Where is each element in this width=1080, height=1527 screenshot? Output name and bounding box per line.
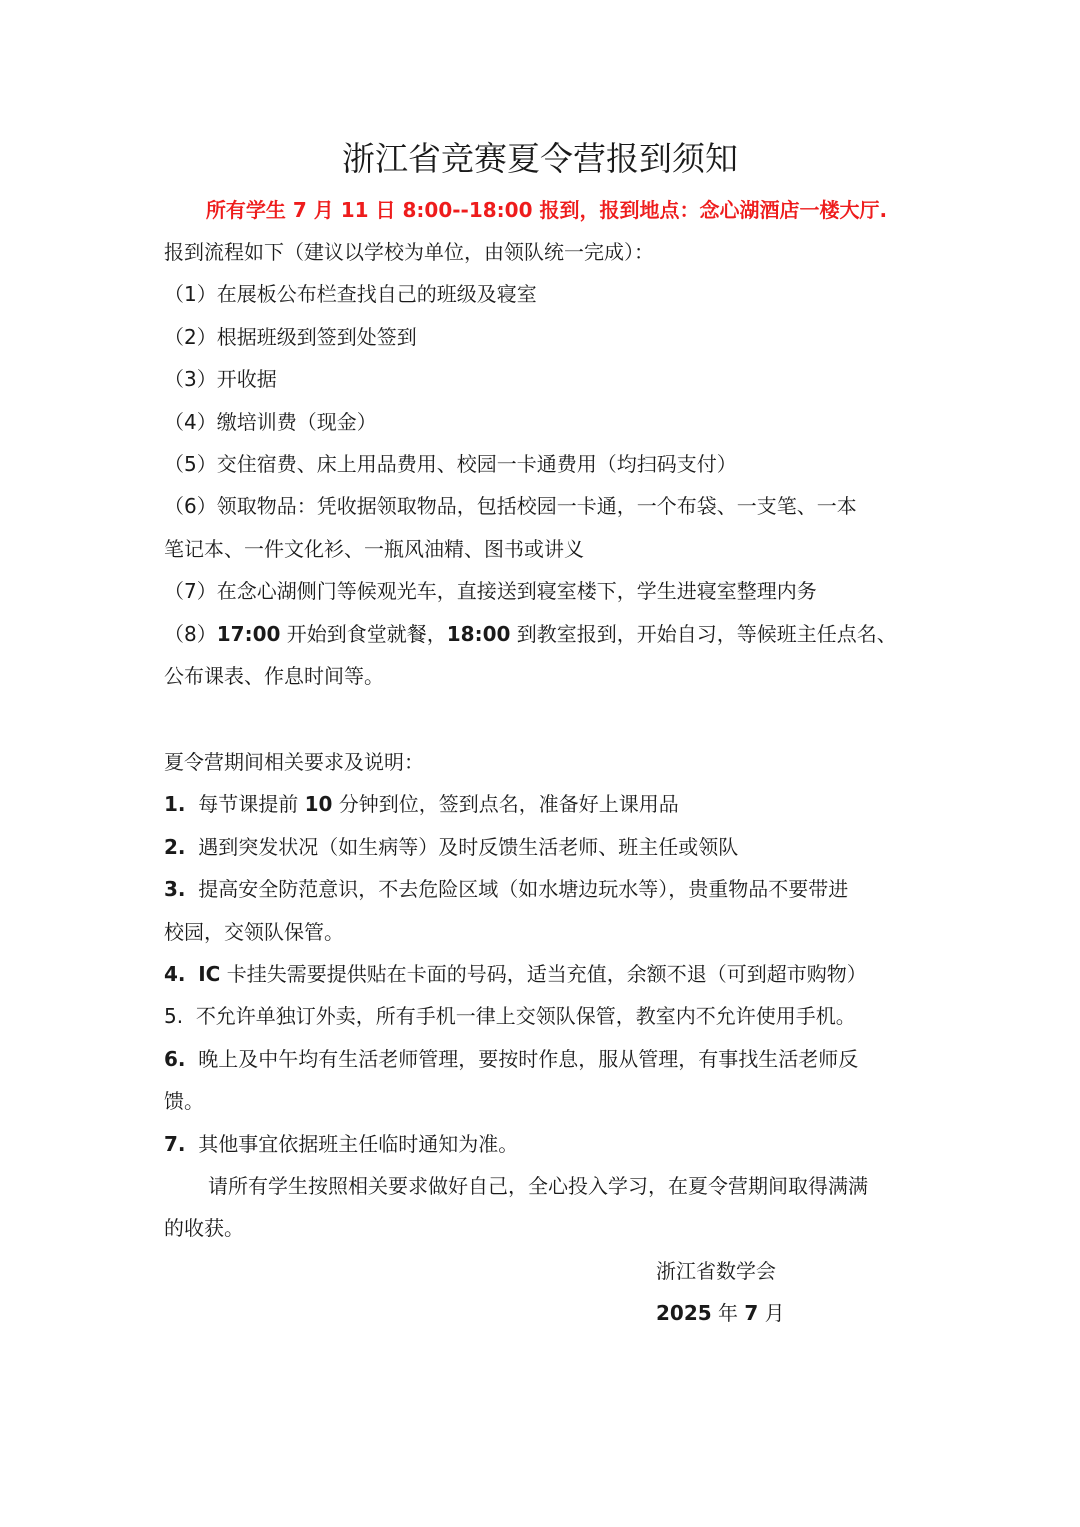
- step-number: （4）: [164, 409, 217, 434]
- item-number: 7.: [164, 1131, 186, 1156]
- process-step: [164, 273, 924, 315]
- step-text: 到教室报到，开始自习，等候班主任点名、: [510, 621, 897, 646]
- step-number: （8）: [164, 621, 217, 646]
- requirement-item: 3. 提高安全防范意识，不去危险区域（如水塘边玩水等），贵重物品不要带进: [164, 877, 849, 902]
- item-number: 5.: [164, 1004, 184, 1029]
- requirement-item: 4. IC 卡挂失需要提供贴在卡面的号码，适当充值，余额不退（可到超市购物）: [164, 962, 867, 987]
- item-number: 1.: [164, 792, 186, 817]
- step-number: （2）: [164, 324, 217, 349]
- item-number: 6.: [164, 1046, 186, 1071]
- step-text: 根据班级到签到处签到: [216, 324, 417, 349]
- process-step-continuation: 笔记本、一件文化衫、一瓶风油精、图书或讲义: [164, 536, 584, 561]
- signature-block: [656, 1250, 785, 1335]
- process-step: [164, 316, 924, 358]
- process-step: [164, 613, 924, 655]
- requirements-heading: 夏令营期间相关要求及说明：: [164, 750, 424, 774]
- step-text: 领取物品：凭收据领取物品，包括校园一卡通，一个布袋、一支笔、一本: [216, 494, 857, 519]
- closing-paragraph: 请所有学生按照相关要求做好自己，全心投入学习，在夏令营期间取得满满: [208, 1174, 868, 1199]
- step-number: （5）: [164, 452, 217, 477]
- requirement-item: 2. 遇到突发状况（如生病等）及时反馈生活老师、班主任或领队: [164, 834, 739, 859]
- step-number: （7）: [164, 579, 217, 604]
- signature-org: 浙江省数学会: [656, 1259, 776, 1283]
- registration-notice: 所有学生 7 月 11 日 8:00--18:00 报到，报到地点：念心湖酒店一楼大厅.: [205, 198, 888, 222]
- step-text: 开始到食堂就餐，: [280, 621, 447, 646]
- process-step: [164, 401, 924, 443]
- step-number: （1）: [164, 282, 217, 307]
- step-number: （3）: [164, 367, 217, 392]
- item-number: 3.: [164, 877, 186, 902]
- process-step-continuation: 公布课表、作息时间等。: [164, 664, 384, 689]
- item-number: 2.: [164, 834, 186, 859]
- requirement-item: 7. 其他事宜依据班主任临时通知为准。: [164, 1131, 519, 1156]
- item-number: 4.: [164, 962, 186, 987]
- registration-process: [164, 231, 924, 697]
- process-step: [164, 358, 924, 400]
- step-text: 在念心湖侧门等候观光车，直接送到寝室楼下，学生进寝室整理内务: [216, 579, 817, 604]
- step-number: （6）: [164, 494, 217, 519]
- step-text: 缴培训费（现金）: [216, 409, 377, 434]
- requirement-continuation: 馈。: [164, 1089, 204, 1114]
- camp-requirements: [164, 741, 924, 1250]
- requirement-item: 1. 每节课提前 10 分钟到位，签到点名，准备好上课用品: [164, 792, 679, 817]
- process-step: [164, 570, 924, 612]
- step-text: 在展板公布栏查找自己的班级及寝室: [216, 282, 537, 307]
- requirement-continuation: 校园，交领队保管。: [164, 919, 344, 944]
- requirement-item: 5. 不允许单独订外卖，所有手机一律上交领队保管，教室内不允许使用手机。: [164, 1004, 856, 1029]
- closing-continuation: 的收获。: [164, 1216, 244, 1241]
- process-intro: 报到流程如下（建议以学校为单位，由领队统一完成）：: [164, 240, 654, 264]
- signature-date: 2025 年 7 月: [656, 1301, 785, 1326]
- process-step: [164, 485, 924, 527]
- process-step: [164, 443, 924, 485]
- requirement-item: 6. 晚上及中午均有生活老师管理，要按时作息，服从管理，有事找生活老师反: [164, 1046, 859, 1071]
- step-text: 交住宿费、床上用品费用、校园一卡通费用（均扫码支付）: [216, 452, 737, 477]
- step-text: 开收据: [216, 367, 277, 392]
- document-title: 浙江省竞赛夏令营报到须知: [342, 139, 738, 178]
- study-time: 18:00: [446, 621, 511, 646]
- meal-time: 17:00: [216, 621, 281, 646]
